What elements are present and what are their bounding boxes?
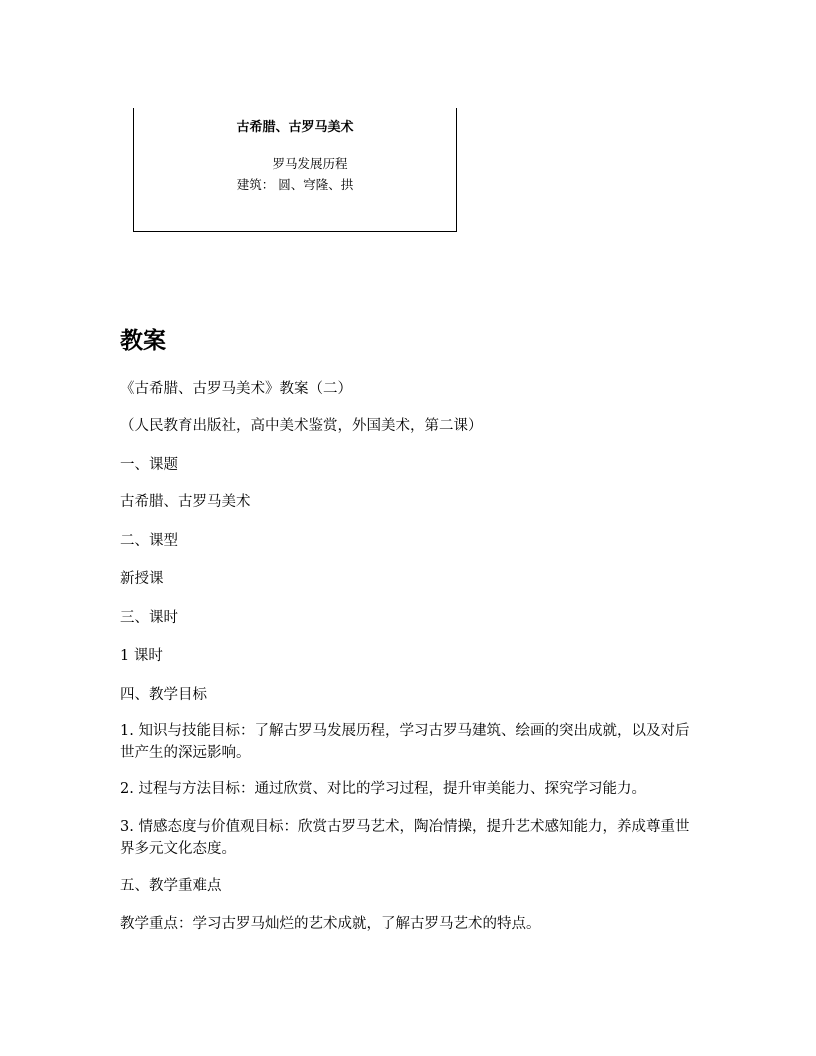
image-text-box (133, 108, 457, 232)
page-heading: 教案 (120, 328, 166, 354)
section-heading-type: 二、课型 (120, 533, 178, 549)
box-line-architecture: 建筑： 圆、穹隆、拱 (236, 177, 354, 192)
section-heading-key-points: 五、教学重难点 (120, 878, 222, 894)
section-heading-hours: 三、课时 (120, 610, 178, 626)
paragraph-hours: 1 课时 (120, 648, 163, 664)
section-heading-objectives: 四、教学目标 (120, 687, 207, 703)
paragraph-type: 新授课 (120, 571, 164, 587)
paragraph-doc-title: 《古希腊、古罗马美术》教案（二） (120, 381, 352, 397)
paragraph-objective-2: 2. 过程与方法目标：通过欣赏、对比的学习过程，提升审美能力、探究学习能力。 (120, 781, 646, 797)
box-title: 古希腊、古罗马美术 (236, 120, 354, 135)
section-heading-topic: 一、课题 (120, 457, 178, 473)
paragraph-topic: 古希腊、古罗马美术 (120, 494, 251, 510)
paragraph-objective-3: 3. 情感态度与价值观目标：欣赏古罗马艺术，陶冶情操，提升艺术感知能力，养成尊重世界多元文化态度。 (120, 819, 690, 857)
paragraph-key-points: 教学重点：学习古罗马灿烂的艺术成就，了解古罗马艺术的特点。 (120, 916, 541, 932)
paragraph-publisher: （人民教育出版社，高中美术鉴赏，外国美术，第二课） (120, 418, 483, 434)
paragraph-objective-1: 1. 知识与技能目标：了解古罗马发展历程，学习古罗马建筑、绘画的突出成就，以及对后世产生的深远影响。 (120, 723, 690, 761)
box-line-history: 罗马发展历程 (272, 156, 348, 171)
